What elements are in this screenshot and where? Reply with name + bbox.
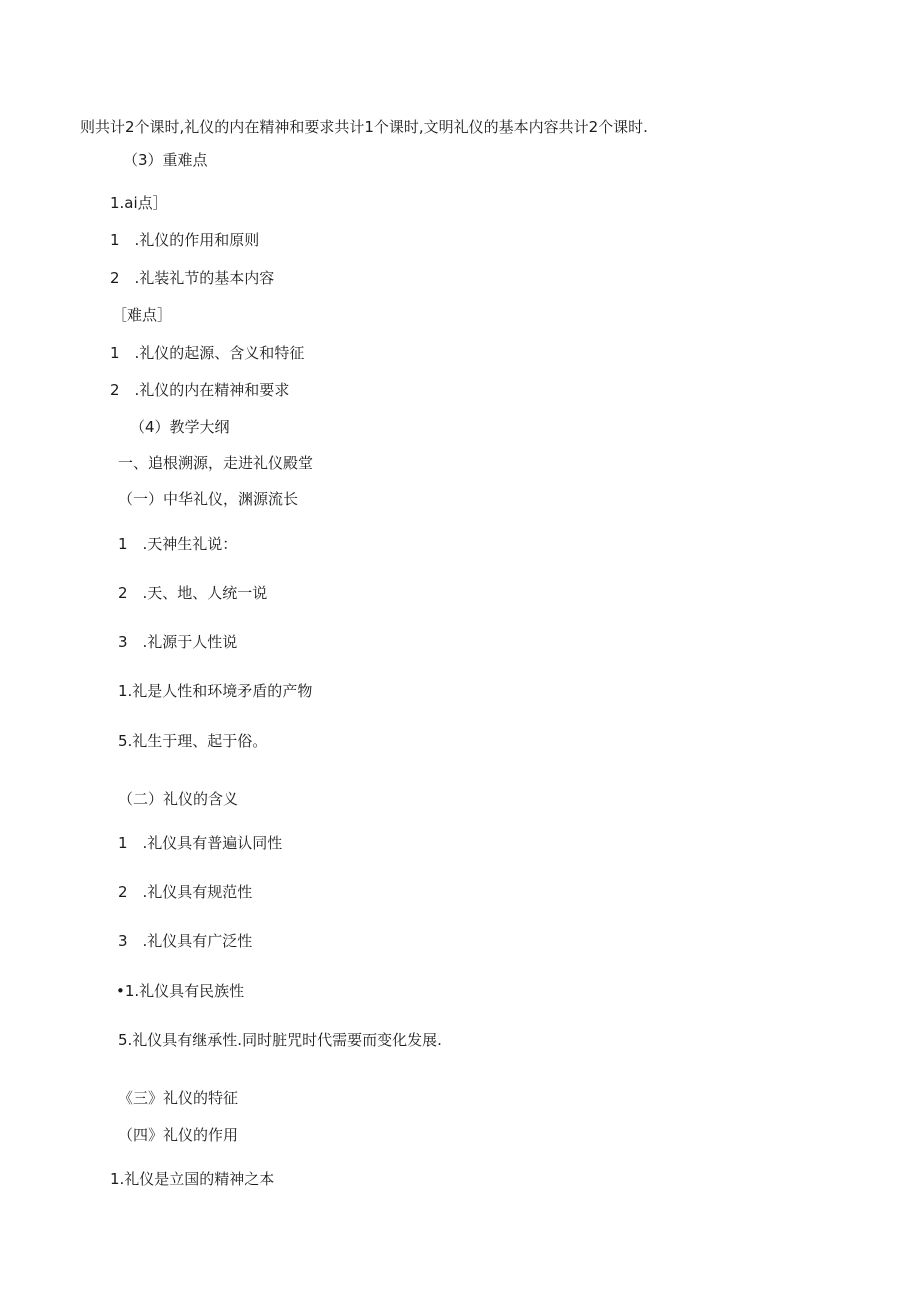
difficult-points-label: ［难点］ xyxy=(112,306,173,324)
outline-item: 1 .礼仪具有普遍认同性 xyxy=(118,834,283,852)
outline-item: 1.礼是人性和环境矛盾的产物 xyxy=(118,682,313,700)
outline-item: 5.礼生于理、起于俗。 xyxy=(118,732,268,750)
subsection-heading: （一）中华礼仪，渊源流长 xyxy=(118,490,299,508)
key-point-item: 1 .礼仪的作用和原则 xyxy=(110,231,260,249)
key-points-label: 1.ai点］ xyxy=(110,194,168,212)
difficult-point-item: 1 .礼仪的起源、含义和特征 xyxy=(110,344,305,362)
key-point-item: 2 .礼装礼节的基本内容 xyxy=(110,269,275,287)
outline-item: 3 .礼源于人性说 xyxy=(118,633,238,651)
difficult-point-item: 2 .礼仪的内在精神和要求 xyxy=(110,381,290,399)
outline-item: 5.礼仪具有继承性.同时脏咒时代需要而变化发展. xyxy=(118,1031,442,1049)
outline-item: 3 .礼仪具有广泛性 xyxy=(118,932,253,950)
chapter-heading: 一、追根溯源，走进礼仪殿堂 xyxy=(118,454,314,472)
outline-item: 1.礼仪是立国的精神之本 xyxy=(110,1170,275,1188)
subsection-heading: 《三》礼仪的特征 xyxy=(118,1089,239,1107)
section-key-difficult-points: （3）重难点 xyxy=(123,151,208,169)
outline-item: 2 .天、地、人统一说 xyxy=(118,584,268,602)
text-line-course-hours: 则共计2个课时,礼仪的内在精神和要求共计1个课时,文明礼仪的基本内容共计2个课时. xyxy=(80,118,648,136)
section-teaching-outline: （4）教学大纲 xyxy=(130,418,230,436)
subsection-heading: （二）礼仪的含义 xyxy=(118,790,239,808)
subsection-heading: （四》礼仪的作用 xyxy=(118,1126,239,1144)
outline-item: 2 .礼仪具有规范性 xyxy=(118,883,253,901)
outline-item: 1 .天神生礼说： xyxy=(118,535,238,553)
outline-item: •1.礼仪具有民族性 xyxy=(116,982,245,1000)
